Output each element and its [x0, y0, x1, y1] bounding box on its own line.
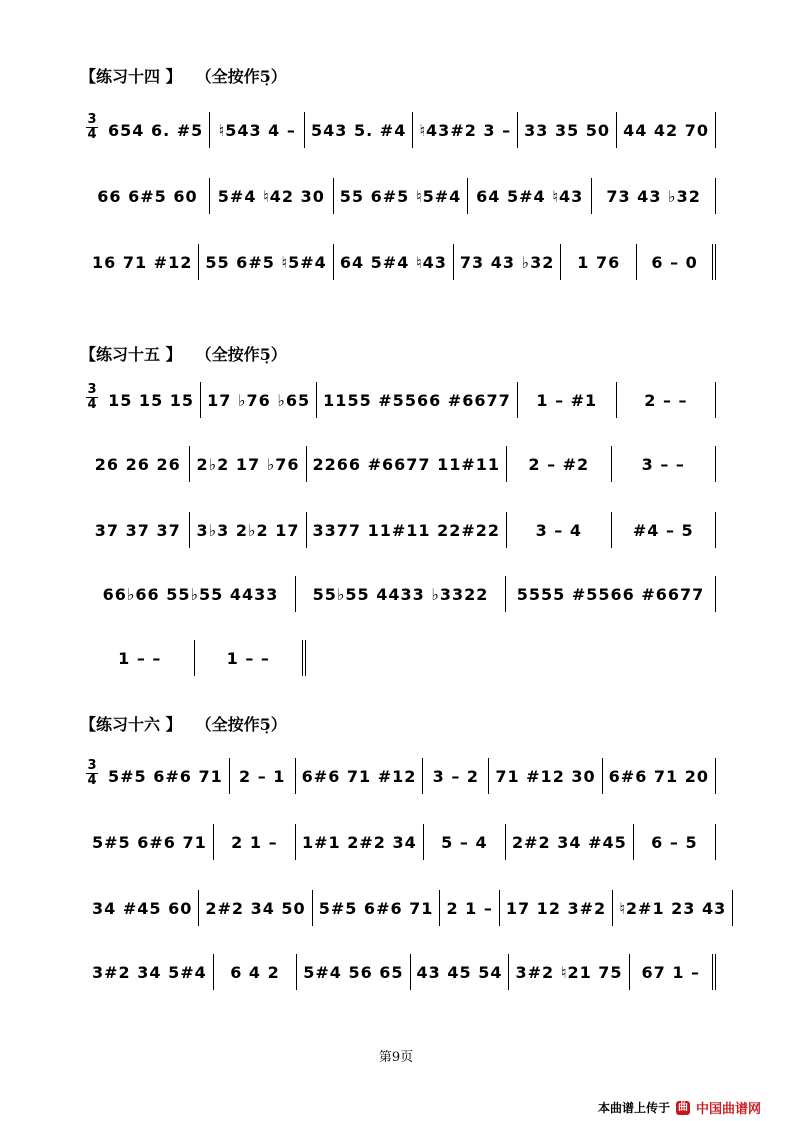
measure: 2 – #2	[507, 446, 611, 482]
measure: 5 – 4	[424, 824, 506, 860]
measures	[86, 576, 716, 612]
measure: 64 5#4 ♮43	[468, 178, 592, 214]
measure: 6#6 71 20	[603, 758, 716, 794]
measure: 543 5. #4	[305, 112, 413, 148]
score-line	[86, 446, 716, 486]
measure: 73 43 ♭32	[592, 178, 716, 214]
measure: 55♭55 4433 ♭3322	[296, 576, 506, 612]
score-line	[86, 954, 716, 994]
measure: 16 71 #12	[86, 244, 199, 280]
score-line	[86, 890, 727, 930]
measure: 2 1 –	[214, 824, 296, 860]
time-signature: 3 4	[87, 758, 97, 788]
measure: 43 45 54	[411, 954, 510, 990]
measures	[86, 890, 727, 926]
measures	[86, 446, 716, 482]
measure: 654 6. #5	[86, 112, 210, 148]
exercise-title: 【练习十六 】	[80, 715, 182, 734]
measure: 55 6#5 ♮5#4	[334, 178, 468, 214]
measure: 1 – #1	[518, 382, 617, 418]
measures	[86, 824, 716, 860]
measure: 17 ♭76 ♭65	[201, 382, 317, 418]
measure: 2♭2 17 ♭76	[190, 446, 306, 482]
fingering-note: （全按作5̣）	[203, 715, 287, 734]
measure: 2#2 34 50	[199, 890, 312, 926]
exercise-header	[80, 64, 287, 87]
measure: 73 43 ♭32	[454, 244, 561, 280]
measure: 17 12 3#2	[500, 890, 613, 926]
time-signature: 3 4	[87, 382, 97, 412]
measure: 2 – –	[617, 382, 716, 418]
measure: ♮2#1 23 43	[613, 890, 733, 926]
measure-final: 1 – –	[195, 640, 307, 676]
measure: 1#1 2#2 34	[296, 824, 424, 860]
measure: 3 – 4	[507, 512, 611, 548]
score-line	[86, 512, 716, 552]
measure: 66 6#5 60	[86, 178, 210, 214]
measure: 3#2 34 5#4	[86, 954, 214, 990]
measures	[86, 954, 716, 990]
measure: 5#5 6#6 71	[313, 890, 441, 926]
measure: 2 – 1	[230, 758, 296, 794]
measure: 66♭66 55♭55 4433	[86, 576, 296, 612]
exercise-header	[80, 712, 287, 735]
site-name: 中国曲谱网	[696, 1102, 762, 1117]
upload-credit	[598, 1098, 761, 1117]
measures	[86, 758, 716, 794]
measures	[86, 244, 716, 280]
exercise-title: 【练习十五 】	[80, 345, 182, 364]
measure: 1 – –	[86, 640, 195, 676]
measure: 55 6#5 ♮5#4	[199, 244, 333, 280]
measure: 5#4 56 65	[297, 954, 410, 990]
measure: 6 – 5	[634, 824, 716, 860]
measure: 1 76	[561, 244, 637, 280]
fingering-note: （全按作5̣）	[203, 67, 287, 86]
measure: 37 37 37	[86, 512, 190, 548]
measure: 3 – –	[612, 446, 716, 482]
measure: 3377 11#11 22#22	[307, 512, 508, 548]
measure: 34 #45 60	[86, 890, 199, 926]
score-line	[86, 178, 716, 218]
measure: 3#2 ♮21 75	[509, 954, 629, 990]
score-line	[86, 576, 716, 616]
measure: 44 42 70	[617, 112, 716, 148]
page-number: 第9页	[378, 1050, 414, 1065]
measure: ♮543 4 –	[210, 112, 305, 148]
measure: ♮43#2 3 –	[413, 112, 518, 148]
measure: 64 5#4 ♮43	[334, 244, 454, 280]
score-line	[86, 244, 716, 284]
measure: 5555 #5566 #6677	[506, 576, 716, 612]
measure: 2#2 34 #45	[506, 824, 634, 860]
measure-final: 6 – 0	[637, 244, 716, 280]
score-line	[86, 640, 306, 680]
measure: 2266 #6677 11#11	[307, 446, 508, 482]
measures	[86, 640, 306, 676]
measures	[86, 112, 716, 148]
score-line	[86, 112, 716, 152]
score-line	[86, 824, 716, 864]
measure: #4 – 5	[612, 512, 716, 548]
measure: 26 26 26	[86, 446, 190, 482]
score-line	[86, 758, 716, 798]
measure: 3♭3 2♭2 17	[190, 512, 306, 548]
measure: 33 35 50	[518, 112, 617, 148]
exercise-header	[80, 342, 287, 365]
measures	[86, 512, 716, 548]
measure: 6#6 71 #12	[296, 758, 424, 794]
time-signature: 3 4	[87, 112, 97, 142]
measure: 2 1 –	[440, 890, 499, 926]
exercise-title: 【练习十四 】	[80, 67, 182, 86]
site-logo-icon: 曲	[678, 1101, 689, 1113]
measure: 5#5 6#6 71	[86, 824, 214, 860]
measures	[86, 382, 716, 418]
measure: 1155 #5566 #6677	[317, 382, 518, 418]
measures	[86, 178, 716, 214]
measure: 15 15 15	[86, 382, 201, 418]
measure: 5#5 6#6 71	[86, 758, 230, 794]
measure: 5#4 ♮42 30	[210, 178, 334, 214]
measure: 71 #12 30	[489, 758, 602, 794]
fingering-note: （全按作5̣）	[203, 345, 287, 364]
upload-label: 本曲谱上传于	[598, 1101, 671, 1115]
measure: 3 – 2	[423, 758, 489, 794]
score-line	[86, 382, 716, 422]
measure: 6 4 2	[214, 954, 297, 990]
measure-final: 67 1 –	[630, 954, 716, 990]
